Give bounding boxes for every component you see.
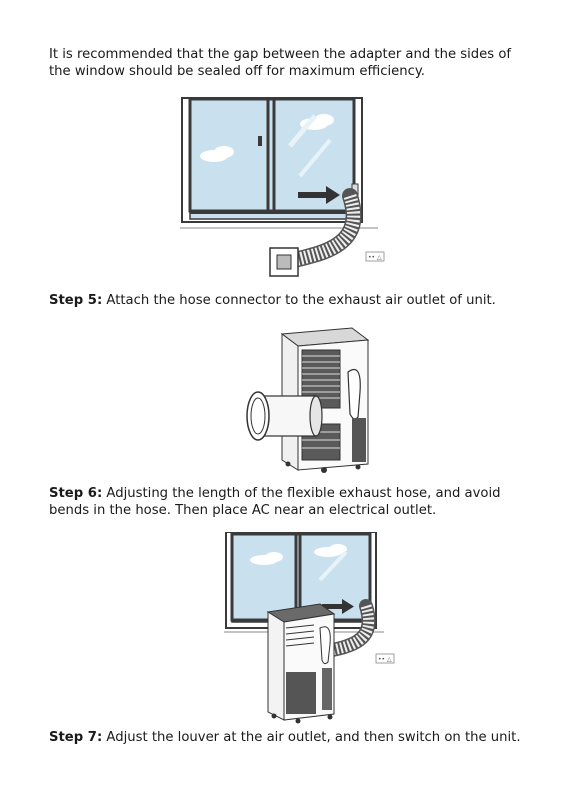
step-5-body: Attach the hose connector to the exhaust air outlet of unit. [102,293,496,308]
ac-hose-connector-illustration [240,322,370,477]
step-6-text [49,485,529,519]
step-7-body: Adjust the louver at the air outlet, and then switch on the unit. [102,730,521,745]
step-7-label: Step 7: [49,730,103,745]
step-5-label: Step 5: [49,293,103,308]
intro-text: It is recommended that the gap between the adapter and the sides of the window should be sealed off for maximum efficiency. [49,47,512,79]
step-7-text [49,729,529,746]
svg-text:•• △: •• △ [368,254,382,261]
step-6-label: Step 6: [49,486,103,501]
ac-placement-illustration [224,532,396,724]
window-adapter-illustration [180,96,390,281]
svg-text:•• △: •• △ [378,656,392,663]
step-5-text [49,292,529,309]
step-6-body: Adjusting the length of the flexible exhaust hose, and avoid bends in the hose. Then place AC near an electrical outlet. [49,486,501,518]
